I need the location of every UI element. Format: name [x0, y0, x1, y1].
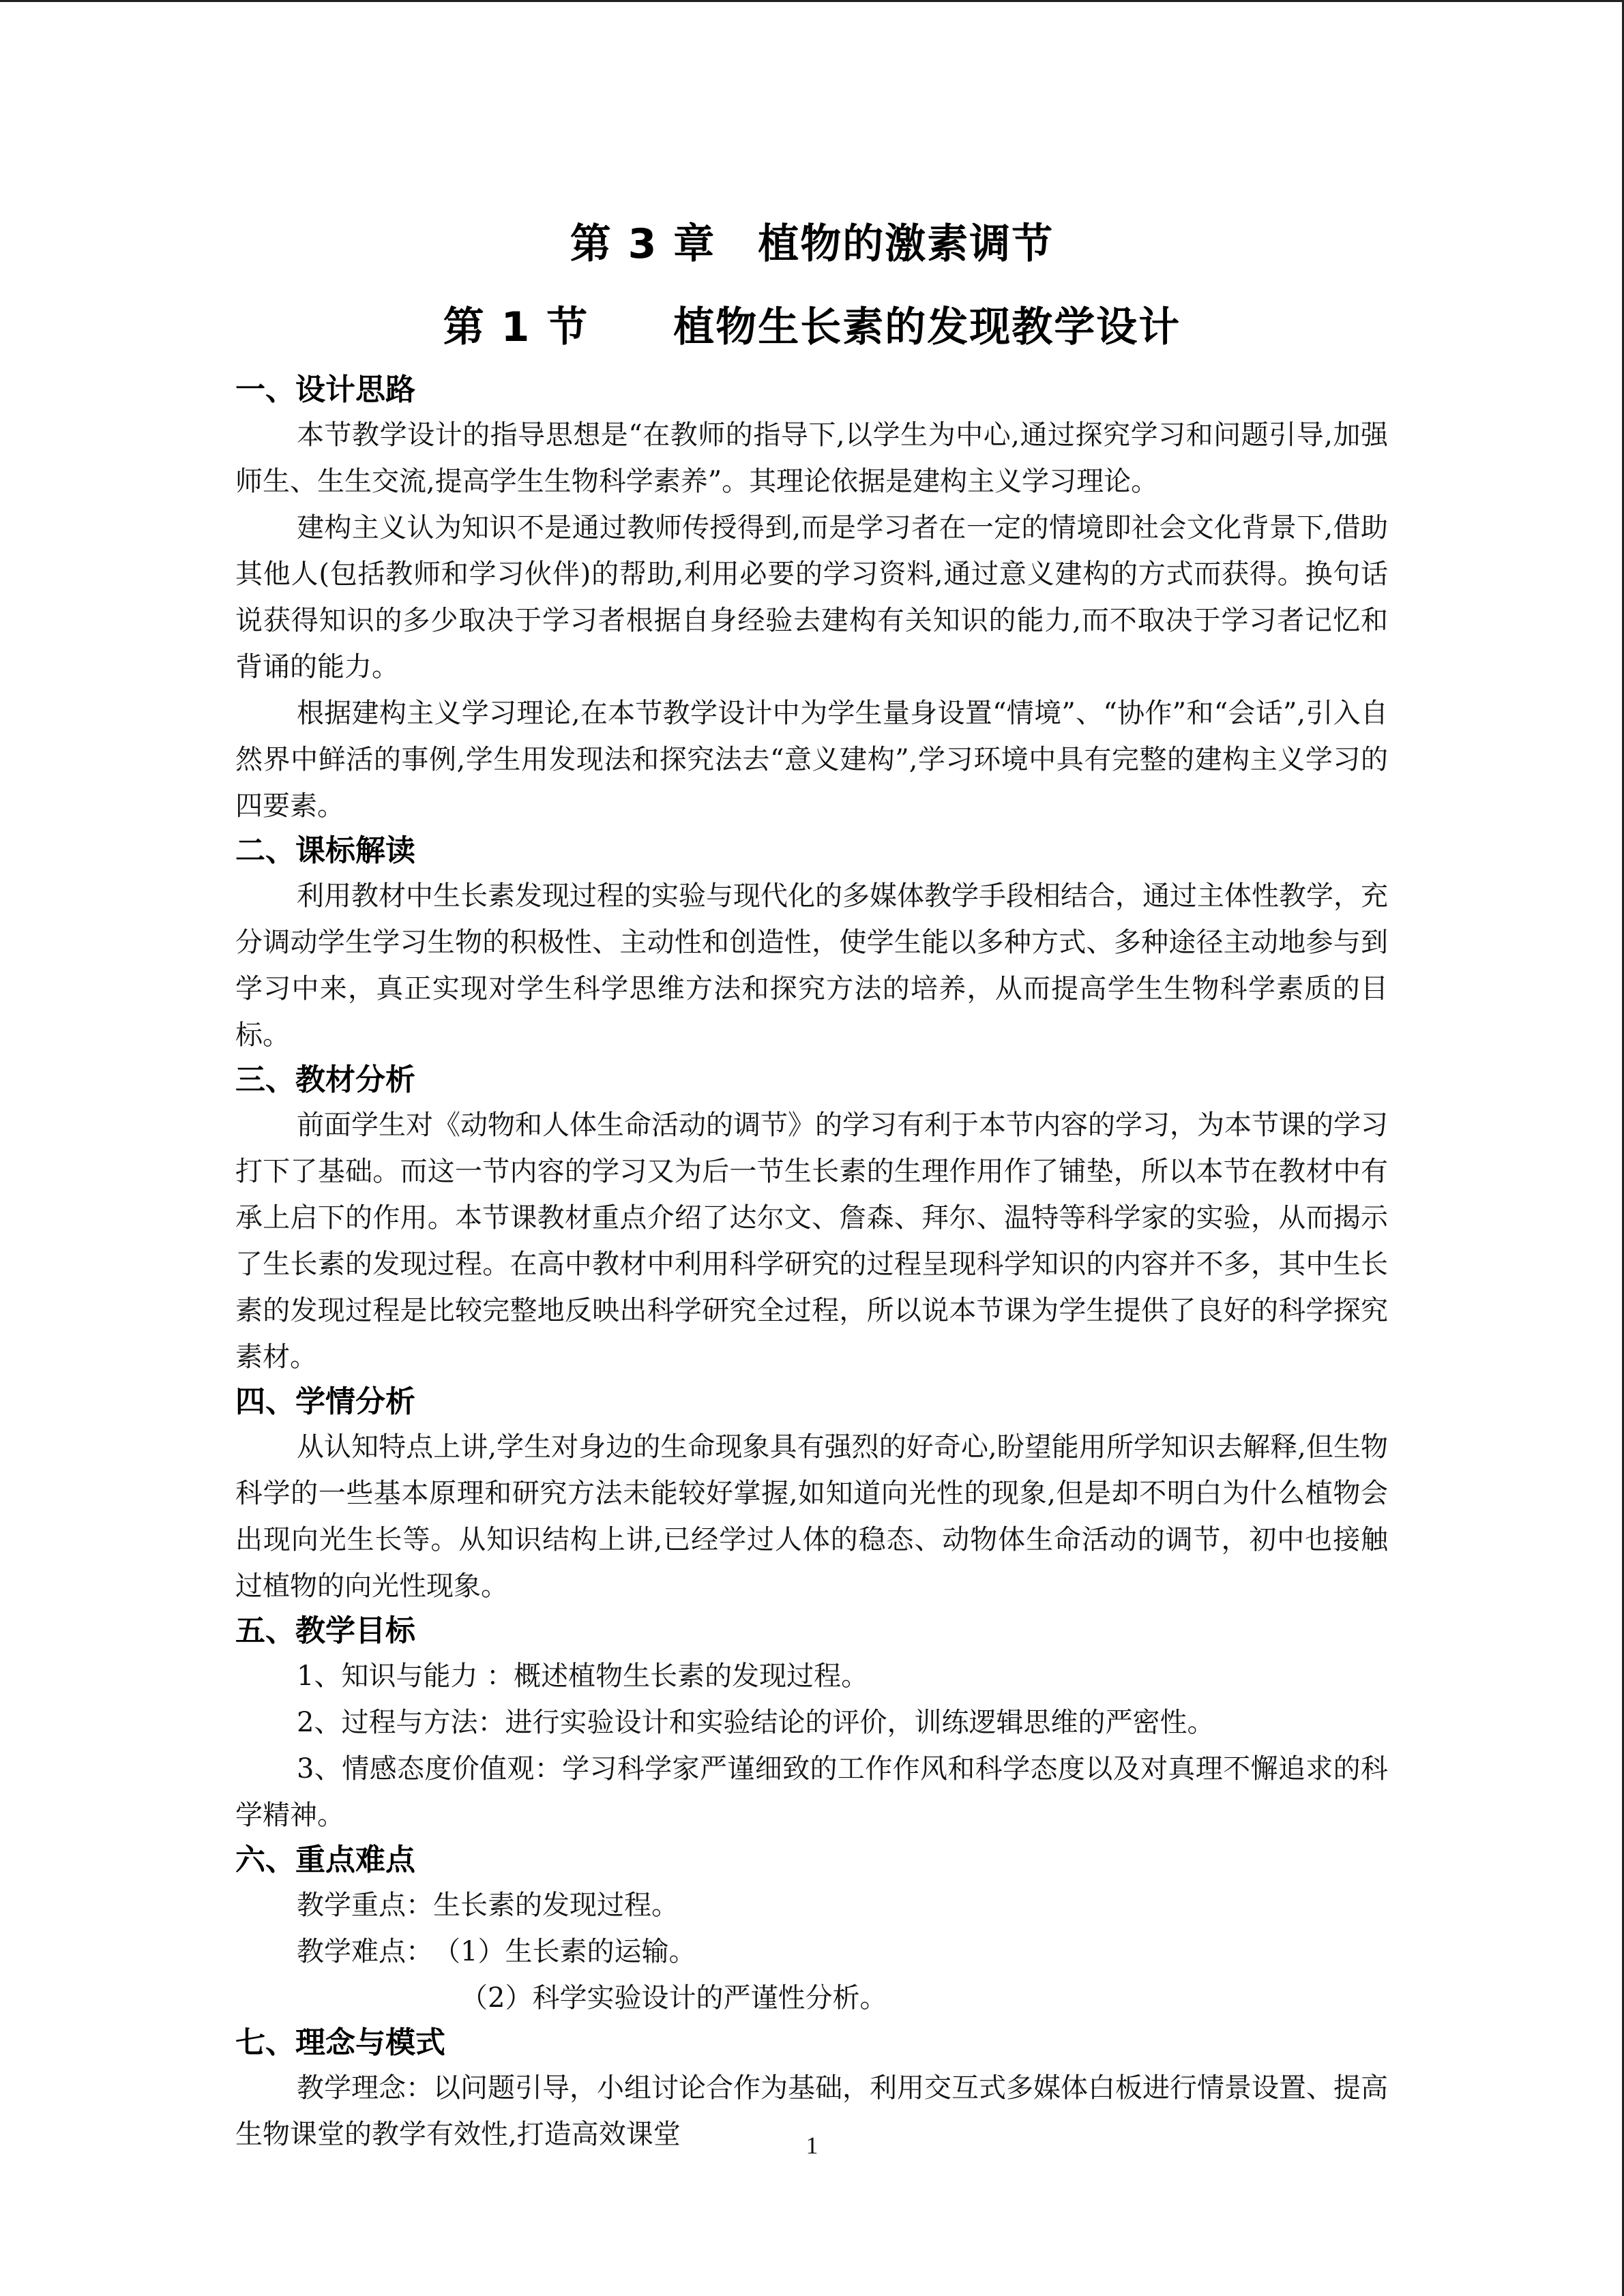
heading-philosophy-mode: 七、理念与模式: [235, 2025, 445, 2060]
chapter-title: 第 3 章 植物的激素调节: [570, 220, 1054, 268]
page-border-top: [0, 0, 1624, 2]
heading-design-ideas: 一、设计思路: [235, 372, 415, 407]
goal-item: 3、情感态度价值观：学习科学家严谨细致的工作作风和科学态度以及对真理不懈追求的科学精神。: [235, 1753, 1388, 1831]
heading-learner-analysis: 四、学情分析: [235, 1384, 415, 1419]
section-title: 第 1 节 植物生长素的发现教学设计: [443, 303, 1181, 351]
document-body: [235, 368, 1388, 2158]
goal-item: 1、知识与能力 ：概述植物生长素的发现过程。: [297, 1660, 869, 1692]
heading-curriculum-standard: 二、课标解读: [235, 833, 415, 868]
paragraph: 建构主义认为知识不是通过教师传授得到,而是学习者在一定的情境即社会文化背景下,借助其他人(包括教师和学习伙伴)的帮助,利用必要的学习资料,通过意义建构的方式而获得。换句话说获得知识的多少取决于学习者根据自身经验去建构有关知识的能力,而不取决于学习者记忆和背诵的能力。: [235, 512, 1388, 683]
paragraph: 从认知特点上讲,学生对身边的生命现象具有强烈的好奇心,盼望能用所学知识去解释,但生物科学的一些基本原理和研究方法未能较好掌握,如知道向光性的现象,但是却不明白为什么植物会出现向光生长等。从知识结构上讲,已经学过人体的稳态、动物体生命活动的调节，初中也接触过植物的向光性现象。: [235, 1431, 1388, 1602]
paragraph: 利用教材中生长素发现过程的实验与现代化的多媒体教学手段相结合，通过主体性教学，充分调动学生学习生物的积极性、主动性和创造性，使学生能以多种方式、多种途径主动地参与到学习中来，真正实现对学生科学思维方法和探究方法的培养，从而提高学生生物科学素质的目标。: [235, 880, 1388, 1051]
paragraph: 教学理念：以问题引导，小组讨论合作为基础，利用交互式多媒体白板进行情景设置、提高生物课堂的教学有效性,打造高效课堂: [235, 2072, 1388, 2150]
difficulty-item: 教学难点： （1）生长素的运输。: [297, 1936, 696, 1967]
heading-key-points: 六、重点难点: [235, 1843, 415, 1877]
paragraph: 本节教学设计的指导思想是“在教师的指导下,以学生为中心,通过探究学习和问题引导,加强师生、生生交流,提高学生生物科学素养”。其理论依据是建构主义学习理论。: [235, 419, 1388, 497]
heading-teaching-goals: 五、教学目标: [235, 1613, 415, 1648]
page-number: 1: [806, 2132, 818, 2159]
goal-item: 2、过程与方法：进行实验设计和实验结论的评价，训练逻辑思维的严密性。: [297, 1707, 1215, 1738]
difficulty-item: （2）科学实验设计的严谨性分析。: [460, 1982, 887, 2014]
paragraph: 根据建构主义学习理论,在本节教学设计中为学生量身设置“情境”、“协作”和“会话”,引入自然界中鲜活的事例,学生用发现法和探究法去“意义建构”,学习环境中具有完整的建构主义学习的四要素。: [235, 698, 1388, 822]
key-point-item: 教学重点：生长素的发现过程。: [297, 1890, 679, 1921]
paragraph: 前面学生对《动物和人体生命活动的调节》的学习有利于本节内容的学习，为本节课的学习打下了基础。而这一节内容的学习又为后一节生长素的生理作用作了铺垫，所以本节在教材中有承上启下的作用。本节课教材重点介绍了达尔文、詹森、拜尔、温特等科学家的实验，从而揭示了生长素的发现过程。在高中教材中利用科学研究的过程呈现科学知识的内容并不多，其中生长素的发现过程是比较完整地反映出科学研究全过程，所以说本节课为学生提供了良好的科学探究素材。: [235, 1109, 1388, 1373]
heading-textbook-analysis: 三、教材分析: [235, 1062, 415, 1097]
